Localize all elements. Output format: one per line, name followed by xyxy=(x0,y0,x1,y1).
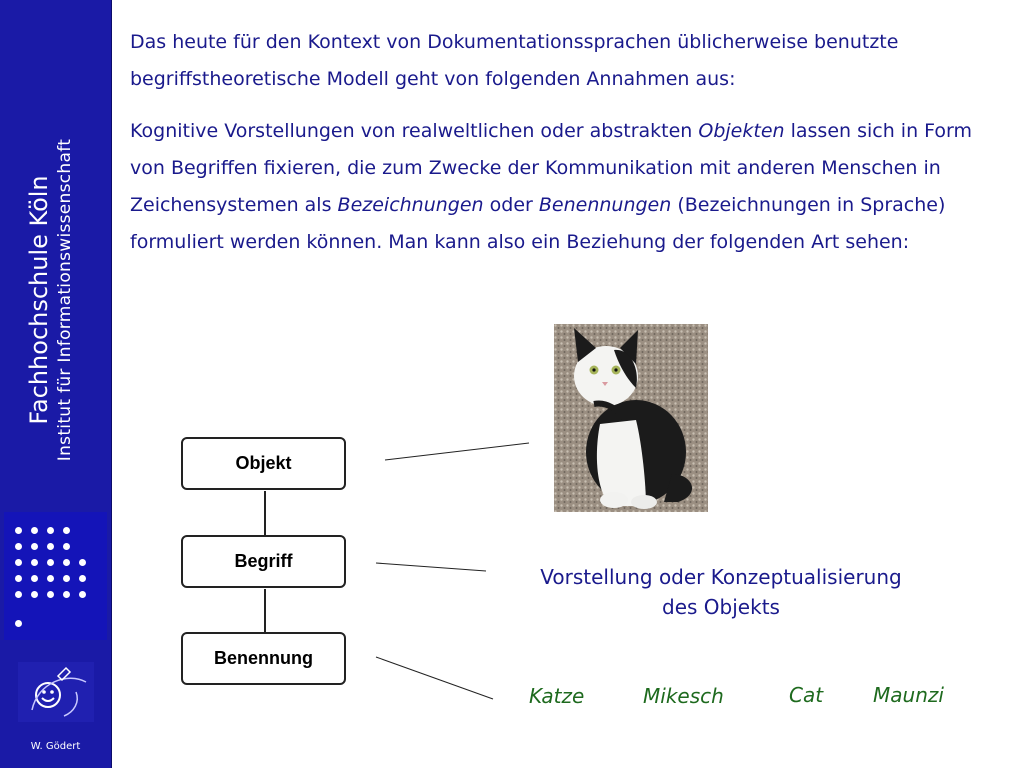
concept-caption xyxy=(496,562,946,622)
term-objekten: Objekten xyxy=(698,120,785,142)
name-maunzi: Maunzi xyxy=(873,683,944,707)
text-segment: (Bezeichnungen in Sprache) formuliert werden können. Man kann also ein Beziehung der folgenden Art sehen: xyxy=(130,194,946,253)
box-benennung: Benennung xyxy=(181,632,346,685)
name-katze: Katze xyxy=(529,684,585,708)
concept-line-2: des Objekts xyxy=(662,595,780,619)
text-segment: Kognitive Vorstellungen von realweltlichen oder abstrakten xyxy=(130,120,699,142)
text-segment: oder xyxy=(483,194,539,216)
pointer-begriff-concept xyxy=(376,563,486,571)
intro-paragraph: Das heute für den Kontext von Dokumentationssprachen üblicherweise benutzte begriffstheoretische Modell geht von folgenden Annahmen aus: xyxy=(130,31,899,90)
box-begriff: Begriff xyxy=(181,535,346,588)
text-segment: lassen sich in Form von Begriffen fixieren, die zum Zwecke der Kommunikation mit anderen Menschen in Zeichensystemen als xyxy=(130,120,973,216)
cat-photo xyxy=(554,324,708,512)
term-bezeichnungen: Bezeichnungen xyxy=(337,194,484,216)
pointer-benennung-names xyxy=(376,657,493,699)
term-benennungen: Benennungen xyxy=(538,194,672,216)
institution-name: Fachhochschule Köln xyxy=(25,175,53,425)
name-mikesch: Mikesch xyxy=(643,684,724,708)
name-cat: Cat xyxy=(789,683,824,707)
concept-line-1: Vorstellung oder Konzeptualisierung xyxy=(540,565,902,589)
author-label: W. Gödert xyxy=(30,741,81,752)
department-name: Institut für Informationswissenschaft xyxy=(55,138,75,462)
box-objekt: Objekt xyxy=(181,437,346,490)
pointer-objekt-cat xyxy=(385,443,529,460)
